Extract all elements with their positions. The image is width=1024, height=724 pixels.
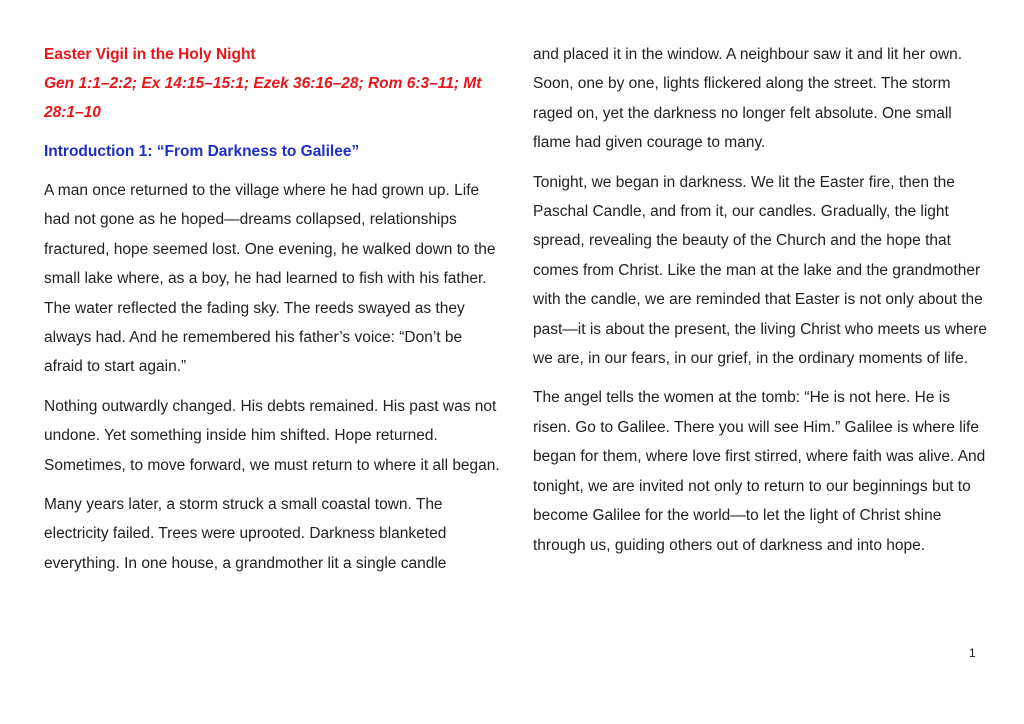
intro-heading: Introduction 1: “From Darkness to Galilee” [44,143,360,160]
paragraph: The angel tells the women at the tomb: “He is not here. He is risen. Go to Galilee. There you will see Him.” Galilee is where life began for them, where love first stirred, where faith was alive. And tonight, we are invited not only to return to our beginnings but to become Galilee for the world—to let the light of Christ shine through us, guiding others out of darkness and into hope. [533,389,986,554]
paragraph: and placed it in the window. A neighbour saw it and lit her own. Soon, one by one, lights flickered along the street. The storm raged on, yet the darkness no longer felt absolute. One small flame had given courage to many. [533,46,963,152]
page-number: 1 [969,646,976,660]
left-column [44,40,504,578]
scripture-readings: Gen 1:1–2:2; Ex 14:15–15:1; Ezek 36:16–28; Rom 6:3–11; Mt 28:1–10 [44,75,482,121]
page-title: Easter Vigil in the Holy Night [44,46,256,63]
paragraph: A man once returned to the village where he had grown up. Life had not gone as he hoped—dreams collapsed, relationships fractured, hope seemed lost. One evening, he walked down to the small lake where, as a boy, he had learned to fish with his father. The water reflected the fading sky. The reeds swayed as they always had. And he remembered his father’s voice: “Don’t be afraid to start again.” [44,182,496,376]
paragraph: Tonight, we began in darkness. We lit the Easter fire, then the Paschal Candle, and from it, our candles. Gradually, the light spread, revealing the beauty of the Church and the hope that comes from Christ. Like the man at the lake and the grandmother with the candle, we are reminded that Easter is not only about the past—it is about the present, the living Christ who meets us where we are, in our fears, in our grief, in the ordinary moments of life. [533,173,988,368]
paragraph: Nothing outwardly changed. His debts remained. His past was not undone. Yet something inside him shifted. Hope returned. Sometimes, to move forward, we must return to where it all began. [44,397,500,474]
paragraph: Many years later, a storm struck a small coastal town. The electricity failed. Trees were uprooted. Darkness blanketed everything. In one house, a grandmother lit a single candle [44,496,447,572]
right-column [533,40,991,560]
